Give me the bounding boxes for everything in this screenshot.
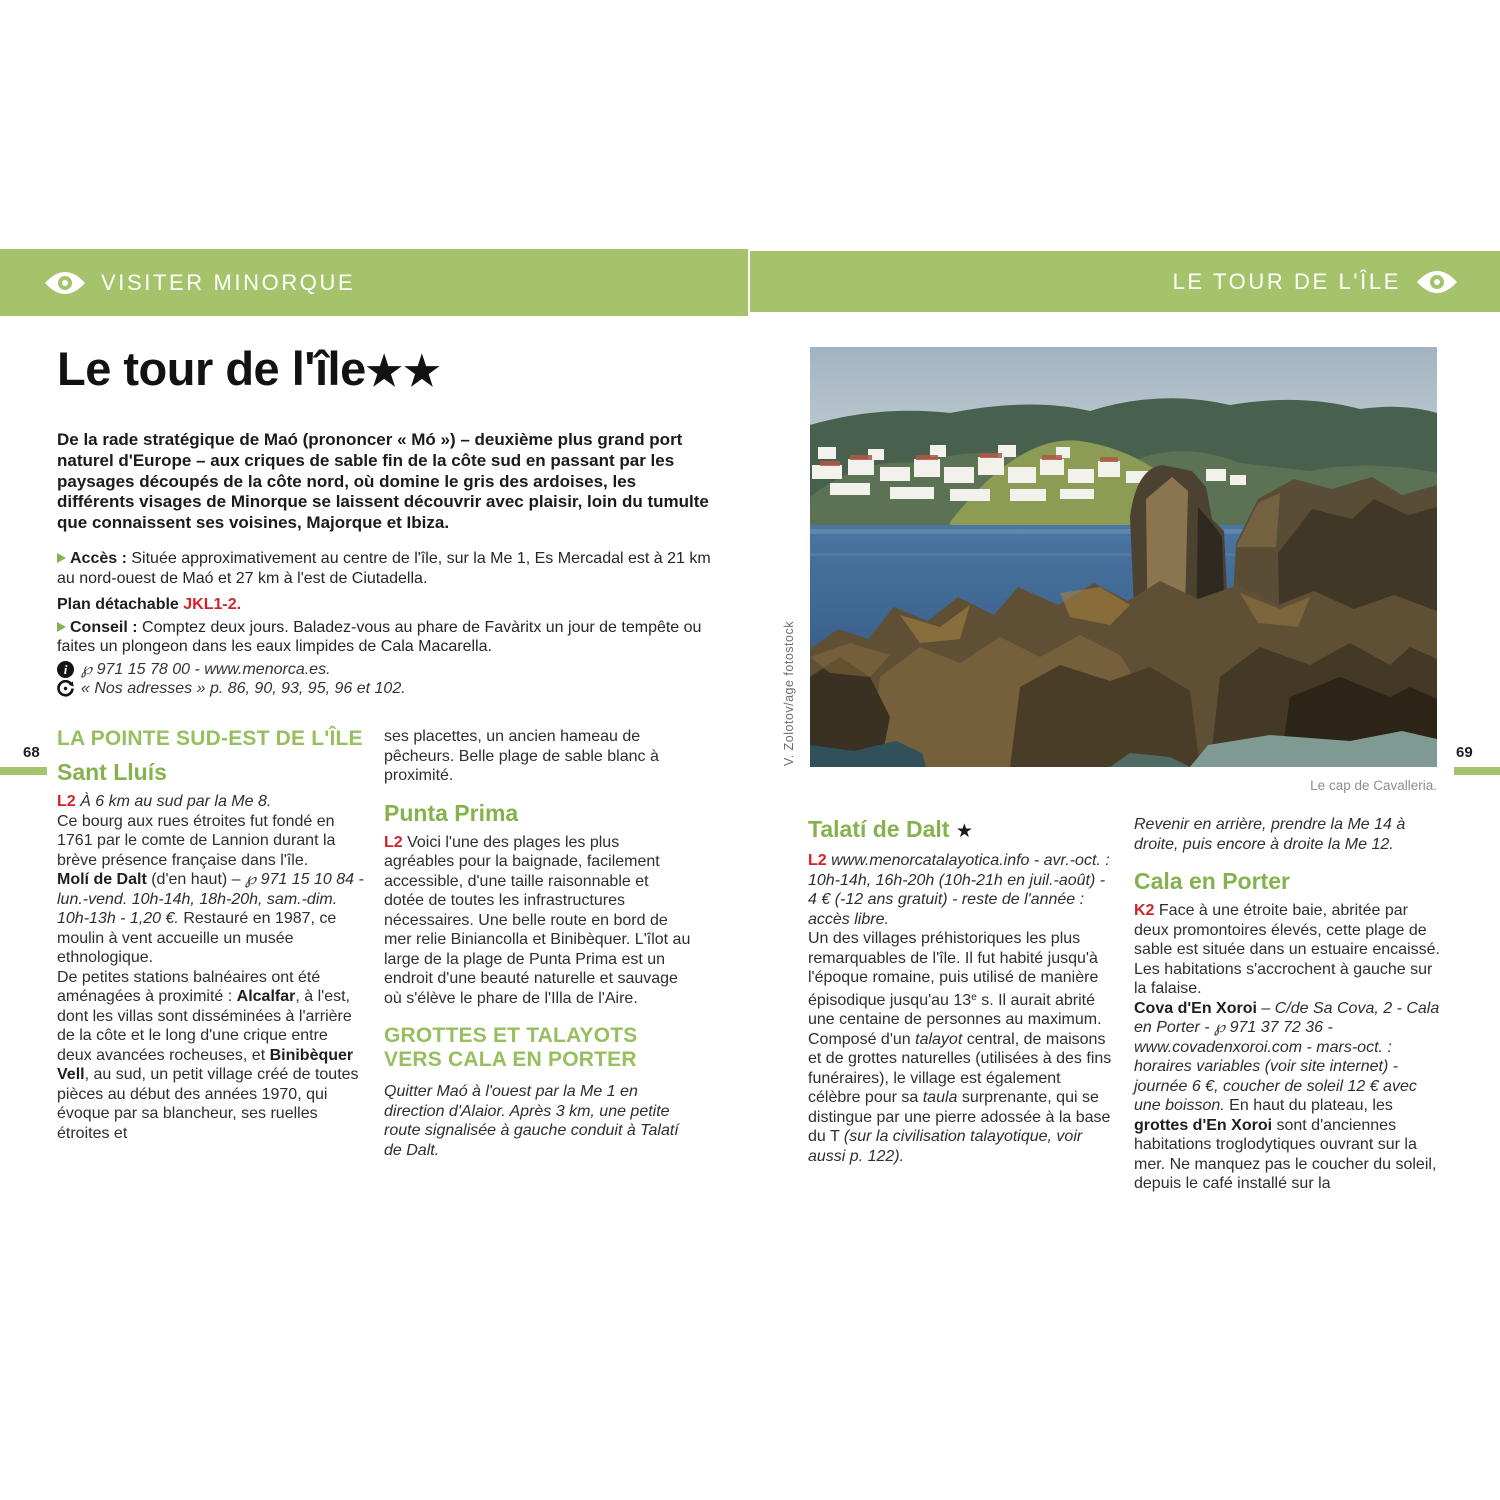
page-tab-left [0,767,47,775]
addresses-line: « Nos adresses » p. 86, 90, 93, 95, 96 et 102. [57,679,713,699]
plan-line: Plan détachable JKL1-2. [57,596,242,613]
paragraph: Cova d'En Xoroi – C/de Sa Cova, 2 - Cala en Porter - ℘ 971 37 72 36 - www.covadenxoroi.com - mars-oct. : horaires variables (voir site internet) - journée 6 €, coucher de soleil 12 € avec une boisson. En haut du plateau, les grottes d'En Xoroi sont d'anciennes habitations troglodytiques ouvrant sur la mer. Ne manquez pas le coucher du soleil, depuis le café installé sur la [1134,999,1440,1192]
paragraph: L2 Voici l'une des plages les plus agréables pour la baignade, facilement accessible, d'une taille raisonnable et dotée de toutes les infrastructures nécessaires. Une belle route en bord de mer relie Biniancolla et Binibèquer. L'îlot au large de la plage de Punta Prima est un endroit d'une beauté naturelle et sauvage où s'élève le phare de l'Illa de l'Aire. [384,833,691,1007]
practical-info-block [57,549,713,699]
paragraph: L2 www.menorcatalayotica.info - avr.-oct. : 10h-14h, 16h-20h (10h-21h en juil.-août) - 4 € (-12 ans gratuit) - reste de l'année : accès libre. [808,852,1110,928]
phone-line: i ℘ 971 15 78 00 - www.menorca.es. [57,660,713,680]
info-icon: i [57,661,74,678]
header-band-left [0,249,748,316]
photo-caption: Le cap de Cavalleria. [1310,778,1437,793]
paragraph: ses placettes, un ancien hameau de pêcheurs. Belle plage de sable blanc à proximité. [384,728,659,784]
circular-arrow-icon [57,680,74,697]
paragraph: Revenir en arrière, prendre la Me 14 à droite, puis encore à droite la Me 12. [1134,816,1406,853]
subheading-punta-prima: Punta Prima [384,799,519,826]
triangle-bullet-icon [57,622,66,632]
page-number-left: 68 [23,744,40,761]
photo-cap-de-cavalleria [810,347,1437,767]
page-number-right: 69 [1456,744,1473,761]
paragraph: Ce bourg aux rues étroites fut fondé en 1761 par le comte de Lannion durant la brève présence française dans l'île. [57,812,336,869]
paragraph: K2 Face à une étroite baie, abritée par deux promontoires élevés, cette plage de sable est située dans un estuaire encaissé. Les habitations s'accrochent à gauche sur la falaise. [1134,902,1440,997]
paragraph: Quitter Maó à l'ouest par la Me 1 en direction d'Alaior. Après 3 km, une petite route signalisée à gauche conduit à Talatí de Dalt. [384,1083,679,1159]
rating-stars: ★★ [365,348,442,394]
left-page-column-2 [384,727,691,1160]
intro-paragraph: De la rade stratégique de Maó (prononcer « Mó ») – deuxième plus grand port naturel d'Europe – aux criques de sable fin de la côte sud en passant par les paysages découpés de la côte nord, où domine le gris des ardoises, les différents visages de Minorque se laissent découvrir avec plaisir, loin du tumulte que connaissent ses voisines, Majorque et Ibiza. [57,430,709,533]
paragraph: Molí de Dalt (d'en haut) – ℘ 971 15 10 84 - lun.-vend. 10h-14h, 18h-20h, sam.-dim. 10h-13h - 1,20 €. Restauré en 1987, ce moulin à vent accueille un musée ethnologique. [57,871,364,966]
section-header-left: VISITER MINORQUE [101,269,356,295]
triangle-bullet-icon [57,553,66,563]
header-band-right [750,251,1500,312]
right-page-column-1 [808,816,1115,1166]
eye-icon [44,271,86,295]
paragraph: L2 À 6 km au sud par la Me 8. [57,793,272,810]
photo-credit: V. Zolotov/age fotostock [782,621,796,766]
subheading-talati-de-dalt: Talatí de Dalt ★ [808,816,973,842]
left-page-column-1 [57,727,364,1143]
access-line: Accès : Située approximativement au centre de l'île, sur la Me 1, Es Mercadal est à 21 km au nord-ouest de Maó et 27 km à l'est de Ciutadella. [57,550,711,587]
right-page-column-2 [1134,815,1441,1194]
section-heading-grottes-talayots: GROTTES ET TALAYOTS VERS CALA EN PORTER [384,1024,638,1071]
subheading-cala-en-porter: Cala en Porter [1134,868,1290,894]
paragraph: De petites stations balnéaires ont été aménagées à proximité : Alcalfar, à l'est, dont les villas sont disséminées à l'arrière de la côte et le long d'une crique entre deux avancées rocheuses, et Binibèquer Vell, au sud, un petit village créé de toutes pièces au début des années 1970, qui évoque par sa blancheur, ses ruelles étroites et [57,968,359,1142]
page-title: Le tour de l'île★★ [57,342,442,395]
eye-icon [1416,270,1458,294]
rating-star: ★ [955,821,973,842]
subheading-sant-lluis: Sant Lluís [57,759,167,785]
section-header-right: LE TOUR DE L'ÎLE [1172,268,1401,294]
paragraph: Un des villages préhistoriques les plus remarquables de l'île. Il fut habité jusqu'à l'époque romaine, puis utilisé de manière épisodique jusqu'au 13e s. Il aurait abrité une centaine de personnes au maximum. Composé d'un talayot central, de maisons et de grottes naturelles (utilisées à des fins funéraires), le village est également célèbre pour sa taula surprenante, qui se distingue par une pierre adossée à la base du T (sur la civilisation talayotique, voir aussi p. 122). [808,930,1112,1165]
page-tab-right [1454,767,1500,775]
section-heading-pointe-sud-est: LA POINTE SUD-EST DE L'ÎLE [57,727,363,750]
conseil-line: Conseil : Comptez deux jours. Baladez-vous au phare de Favàritx un jour de tempête ou faites un plongeon dans les eaux limpides de Cala Macarella. [57,618,702,655]
